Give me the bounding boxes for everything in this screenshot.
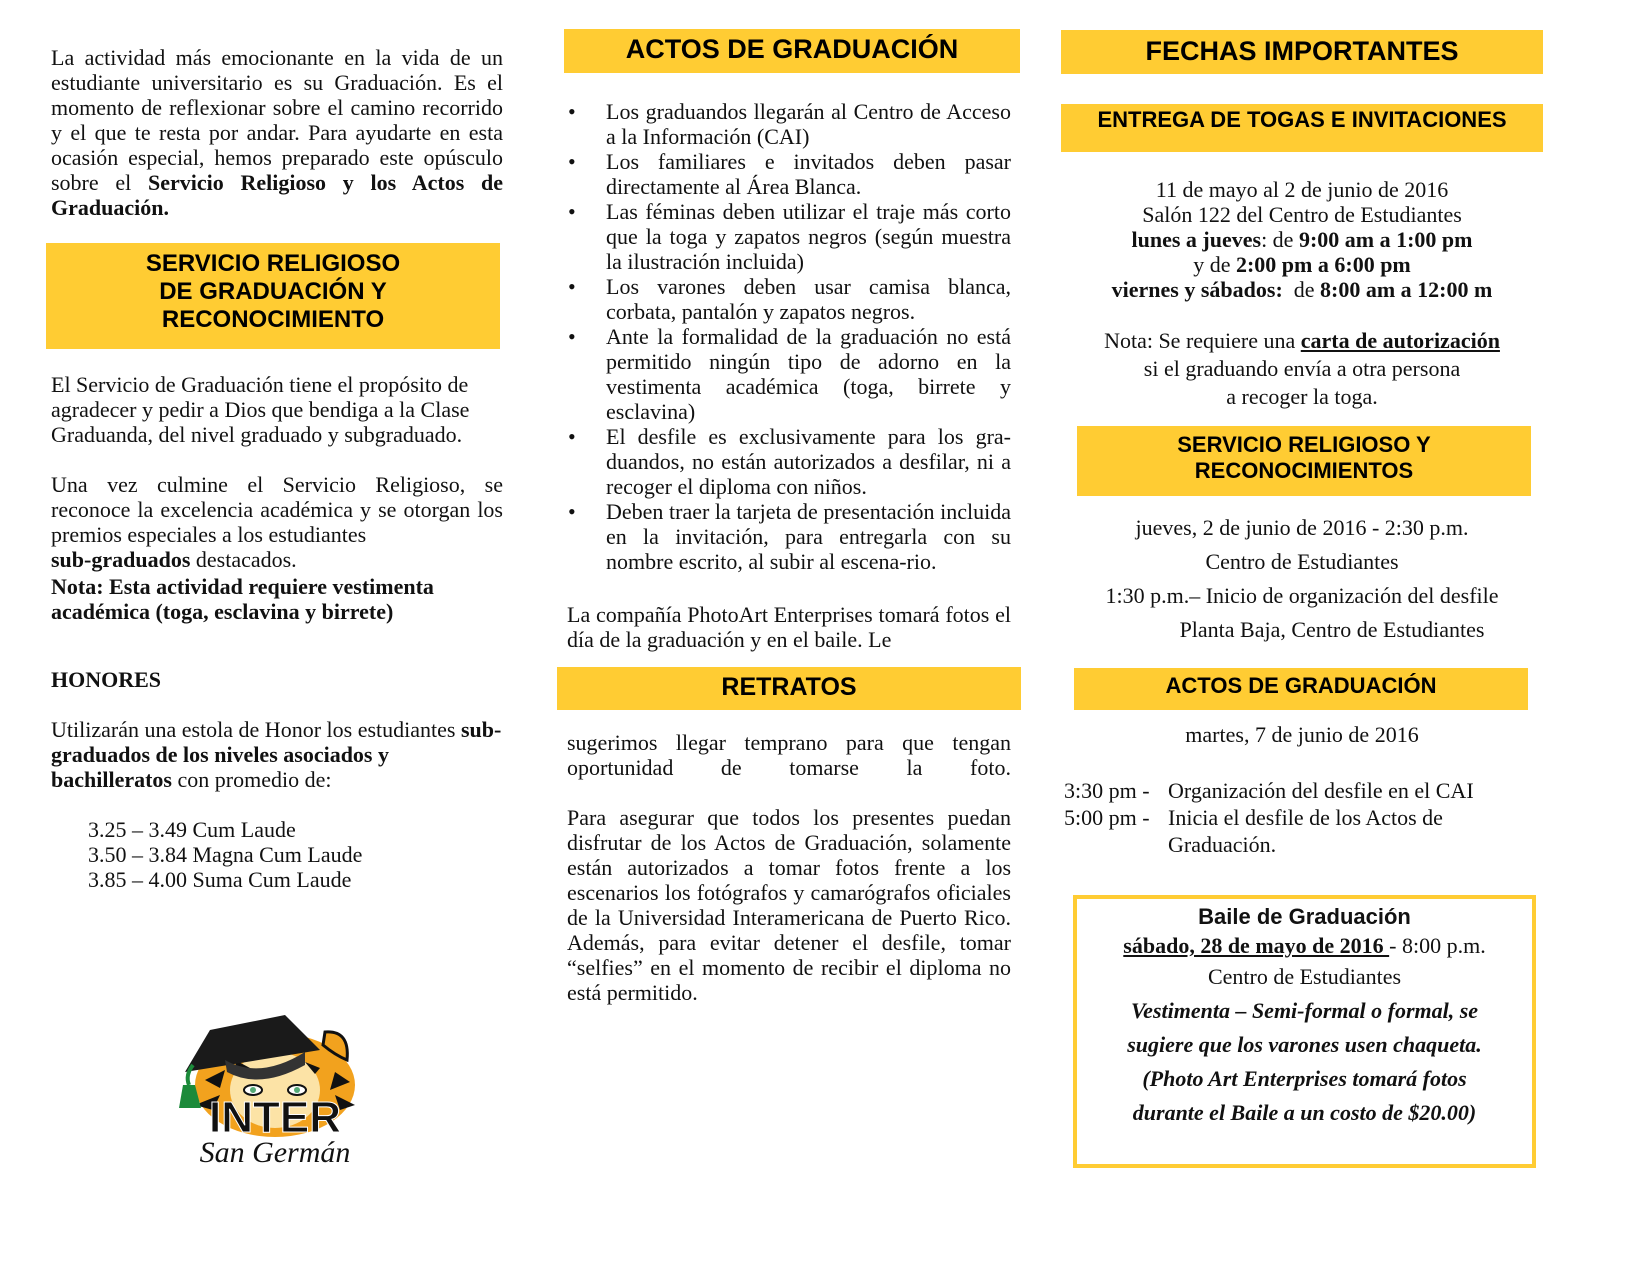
retratos-paragraph-2: Para asegurar que todos los presentes puedan disfrutar de los Actos de Graduación, solamente están autorizados a tomar fotos frente a los escenarios los fotógrafos y camarógrafos oficiales de la Universidad Interamericana de Puerto Rico. Además, para evitar detener el desfile, tomar “selfies” en el momento de recibir el diploma no está permitido. xyxy=(567,805,1011,1005)
servicio-religioso-header xyxy=(46,243,500,349)
logo-subtitle: San Germán xyxy=(199,1136,351,1169)
inter-san-german-logo xyxy=(165,1010,385,1175)
schedule-row xyxy=(1064,804,1534,858)
bullet-item: • Deben traer la tarjeta de presentación incluida en la invitación, para entregarla con su nombre escrito, al subir al escena-rio. xyxy=(566,499,1011,574)
schedule-time: 3:30 pm - xyxy=(1064,778,1156,803)
retratos-header: RETRATOS xyxy=(557,667,1021,710)
header-line: RECONOCIMIENTO xyxy=(161,306,385,333)
hours-sep: y de xyxy=(1193,252,1236,277)
servicio-p2-text: Una vez culmine el Servicio Religioso, se reconoce la excelencia académica y se otorgan los premios especiales a los estudiantes xyxy=(51,472,503,547)
baile-place: Centro de Estudiantes xyxy=(1207,964,1402,989)
actos-bullet-list xyxy=(566,99,1011,574)
honores-item: 3.50 – 3.84 Magna Cum Laude xyxy=(88,842,363,867)
logo-name: INTER xyxy=(209,1093,341,1142)
baile-title: Baile de Graduación xyxy=(1198,904,1411,929)
servicio-reconocimientos-header xyxy=(1077,426,1531,496)
entrega-place: Salón 122 del Centro de Estudiantes xyxy=(1142,202,1462,227)
hours-mon-thu xyxy=(1061,227,1543,252)
autorizacion-note xyxy=(1061,327,1543,411)
photoart-paragraph: La compañía PhotoArt Enterprises tomará fotos el día de la graduación y en el baile. Le xyxy=(567,602,1011,652)
servicio-date: jueves, 2 de junio de 2016 - 2:30 p.m. xyxy=(1135,515,1469,540)
honores-intro xyxy=(51,717,506,792)
note-line xyxy=(1061,327,1543,355)
intro-bold: Servicio Religioso y los Actos de Graduación. xyxy=(51,170,504,220)
retratos-paragraph-1: sugerimos llegar temprano para que tengan oportunidad de tomarse la foto. xyxy=(567,730,1011,780)
tiger-mascot-icon xyxy=(165,1010,385,1175)
header-line: SERVICIO RELIGIOSO xyxy=(145,250,401,277)
entrega-togas-header: ENTREGA DE TOGAS E INVITACIONES xyxy=(1061,104,1543,152)
fechas-importantes-header: FECHAS IMPORTANTES xyxy=(1061,30,1543,74)
honores-list xyxy=(88,817,362,892)
schedule-time: 5:00 pm - xyxy=(1064,805,1156,830)
actos-graduacion-header: ACTOS DE GRADUACIÓN xyxy=(564,29,1020,73)
servicio-details xyxy=(1061,511,1543,647)
actos-date: martes, 7 de junio de 2016 xyxy=(1185,722,1419,747)
hours-time: 2:00 pm a 6:00 pm xyxy=(1235,252,1411,277)
entrega-details xyxy=(1061,177,1543,302)
note-line: a recoger la toga. xyxy=(1226,384,1378,409)
bullet-item: • Ante la formalidad de la graduación no está permitido ningún tipo de adorno en la vestimenta académica (toga, birrete y esclavina) xyxy=(566,324,1011,424)
servicio-p2-bold: sub-graduados xyxy=(51,547,191,572)
days-label: viernes y sábados: xyxy=(1111,277,1283,302)
bullet-item: • Los varones deben usar camisa blanca, corbata, pantalón y zapatos negros. xyxy=(566,274,1011,324)
hours-time: 8:00 am a 12:00 m xyxy=(1320,277,1493,302)
servicio-org-place: Planta Baja, Centro de Estudiantes xyxy=(1179,617,1485,642)
hours-afternoon xyxy=(1061,252,1543,277)
bullet-item: • El desfile es exclusivamente para los gra-duandos, no están autorizados a desfilar, ni a recoger el diploma con niños. xyxy=(566,424,1011,499)
actos-graduacion-dates-header: ACTOS DE GRADUACIÓN xyxy=(1074,668,1528,710)
schedule-desc: Inicia el desfile de los Actos de Graduación. xyxy=(1168,805,1443,857)
servicio-paragraph-2 xyxy=(51,472,503,572)
schedule-desc: Organización del desfile en el CAI xyxy=(1168,778,1474,803)
honores-intro-end: con promedio de: xyxy=(172,767,332,792)
servicio-org: 1:30 p.m.– Inicio de organización del desfile xyxy=(1105,583,1499,608)
baile-date-line xyxy=(1077,932,1532,960)
note-text: Nota: Se requiere una xyxy=(1104,328,1301,353)
servicio-p2-end: destacados. xyxy=(190,547,297,572)
bullet-item: • Las féminas deben utilizar el traje más corto que la toga y zapatos negros (según muestra la ilustración incluida) xyxy=(566,199,1011,274)
intro-text: La actividad más emocionante en la vida de un estudiante universitario es su Graduación. Es el momento de reflexionar sobre el camino recorrido y el que te resta por andar. Para ayudarte en esta ocasión especial, hemos preparado este opúsculo sobre el xyxy=(51,45,503,195)
servicio-nota: Nota: Esta actividad requiere vestimenta académica (toga, esclavina y birrete) xyxy=(51,574,434,624)
honores-intro-bold: sub-graduados de los niveles asociados y bachilleratos xyxy=(51,717,502,792)
schedule-row xyxy=(1064,777,1534,804)
baile-time: - 8:00 p.m. xyxy=(1389,933,1486,958)
actos-schedule xyxy=(1064,777,1534,858)
hours-sep: de xyxy=(1282,277,1321,302)
hours-sep: : de xyxy=(1261,227,1299,252)
header-line: SERVICIO RELIGIOSO Y xyxy=(1177,432,1431,457)
servicio-place: Centro de Estudiantes xyxy=(1205,549,1399,574)
honores-item: 3.25 – 3.49 Cum Laude xyxy=(88,817,296,842)
header-line: RECONOCIMIENTOS xyxy=(1194,458,1414,483)
baile-photo-note: (Photo Art Enterprises tomará fotos durante el Baile a un costo de $20.00) xyxy=(1132,1066,1477,1125)
note-line: si el graduando envía a otra persona xyxy=(1143,356,1461,381)
header-line: DE GRADUACIÓN Y xyxy=(159,278,387,305)
bullet-item: • Los familiares e invitados deben pasar directamente al Área Blanca. xyxy=(566,149,1011,199)
hours-fri-sat xyxy=(1061,277,1543,302)
baile-dress-code: Vestimenta – Semi-formal o formal, se sugiere que los varones usen chaqueta. xyxy=(1127,998,1482,1057)
days-label: lunes a jueves xyxy=(1131,227,1262,252)
baile-graduacion-box xyxy=(1073,895,1536,1168)
entrega-dates: 11 de mayo al 2 de junio de 2016 xyxy=(1155,177,1449,202)
servicio-paragraph-1: El Servicio de Graduación tiene el propósito de agradecer y pedir a Dios que bendiga a la Clase Graduanda, del nivel graduado y subgraduado. xyxy=(51,372,470,447)
carta-autorizacion-link: carta de autorización xyxy=(1300,328,1500,353)
honores-title: HONORES xyxy=(51,667,162,692)
intro-paragraph xyxy=(51,45,503,220)
baile-date: sábado, 28 de mayo de 2016 xyxy=(1123,933,1390,958)
honores-intro-text: Utilizarán una estola de Honor los estudiantes xyxy=(51,717,461,742)
bullet-item: • Los graduandos llegarán al Centro de Acceso a la Información (CAI) xyxy=(566,99,1011,149)
honores-item: 3.85 – 4.00 Suma Cum Laude xyxy=(88,867,352,892)
hours-time: 9:00 am a 1:00 pm xyxy=(1298,227,1473,252)
